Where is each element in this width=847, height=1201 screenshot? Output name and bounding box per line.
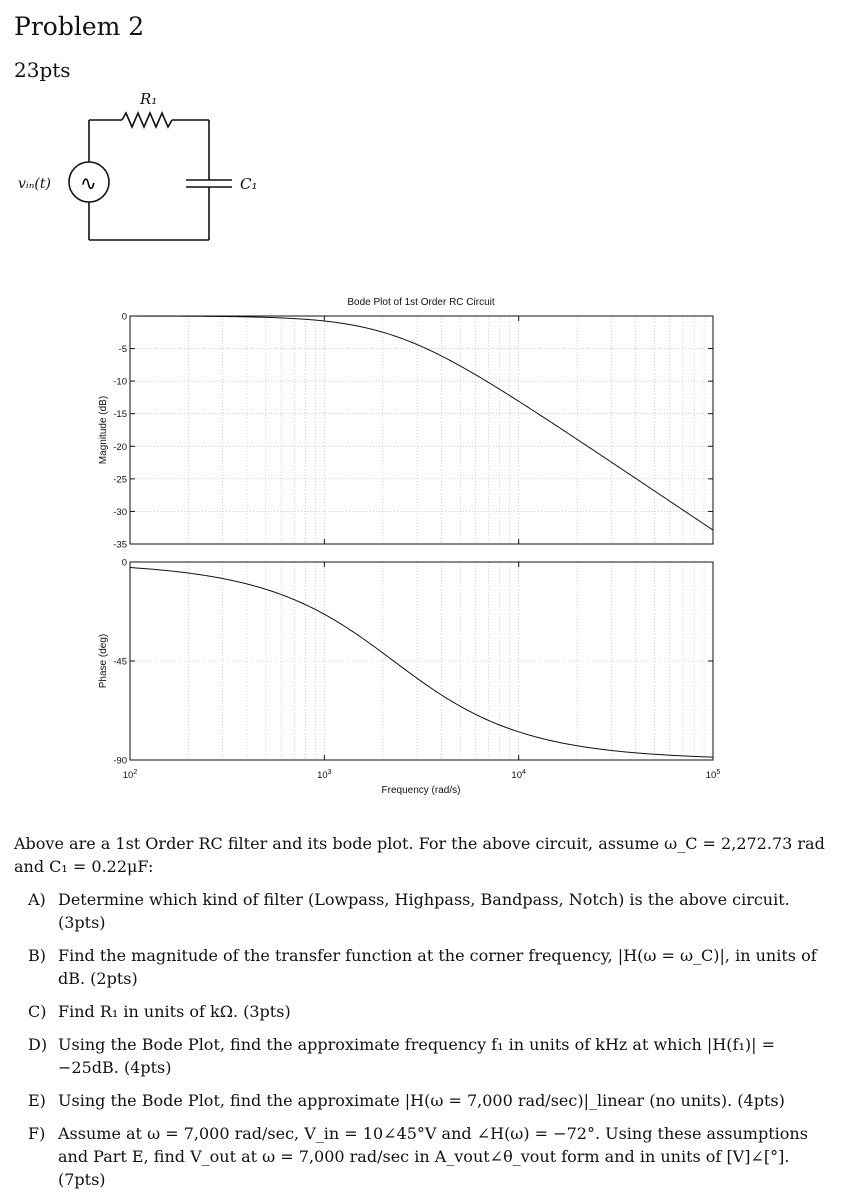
r1-label: R₁	[140, 90, 158, 108]
x-tick-label: $10^5$	[705, 769, 721, 781]
phase-series-line	[130, 568, 713, 758]
y-tick-label: 0	[121, 557, 127, 569]
y-tick-label: -30	[113, 506, 127, 518]
frequency-x-ticks	[123, 316, 721, 781]
y-tick-label: 0	[121, 311, 127, 323]
phase-grid	[130, 562, 713, 760]
y-tick-label: -90	[113, 755, 127, 767]
problem-intro: Above are a 1st Order RC filter and its bode plot. For the above circuit, assume ω_C = 2,272.73 rad and C₁ = 0.22μF:	[14, 834, 825, 876]
question-d: D) Using the Bode Plot, find the approximate frequency f₁ in units of kHz at which |H(f₁)| = −25dB. (4pts)	[28, 1035, 775, 1077]
problem-title: Problem 2	[14, 12, 145, 41]
question-a: A) Determine which kind of filter (Lowpass, Highpass, Bandpass, Notch) is the above circuit. (3pts)	[28, 890, 790, 932]
question-b: B) Find the magnitude of the transfer function at the corner frequency, |H(ω = ω_C)|, in units of dB. (2pts)	[28, 946, 817, 988]
x-tick-label: $10^4$	[511, 769, 526, 781]
vin-label: vᵢₙ(t)	[18, 176, 51, 192]
problem-text	[14, 832, 832, 1201]
question-e: E) Using the Bode Plot, find the approximate |H(ω = 7,000 rad/sec)|_linear (no units). (4pts)	[28, 1091, 785, 1110]
y-tick-label: -45	[113, 656, 127, 668]
y-tick-label: -25	[113, 474, 127, 486]
y-tick-label: -15	[113, 409, 127, 421]
frequency-xlabel: Frequency (rad/s)	[381, 785, 461, 796]
magnitude-axes	[130, 316, 713, 544]
y-tick-label: -20	[113, 441, 127, 453]
chart-title: Bode Plot of 1st Order RC Circuit	[347, 297, 495, 308]
magnitude-y-ticks	[113, 312, 713, 551]
source-wave-glyph: ∿	[80, 171, 97, 195]
phase-y-ticks	[113, 558, 713, 767]
points-label: 23pts	[14, 58, 71, 82]
magnitude-series-line	[130, 316, 713, 530]
phase-ylabel: Phase (deg)	[98, 633, 109, 689]
question-c: C) Find R₁ in units of kΩ. (3pts)	[28, 1002, 291, 1021]
magnitude-ylabel: Magnitude (dB)	[98, 395, 109, 465]
x-tick-label: $10^2$	[122, 769, 138, 781]
x-tick-label: $10^3$	[317, 769, 332, 781]
magnitude-grid	[130, 316, 713, 544]
question-f: F) Assume at ω = 7,000 rad/sec, V_in = 10∠45°V and ∠H(ω) = −72°. Using these assumptions and Part E, find V_out at ω = 7,000 rad/sec in A_vout∠θ_vout form and in units of [V]∠[°]. (7pts)	[28, 1124, 808, 1189]
y-tick-label: -5	[118, 344, 127, 356]
y-tick-label: -10	[113, 376, 127, 388]
y-tick-label: -35	[113, 539, 127, 551]
c1-label: C₁	[240, 175, 258, 193]
